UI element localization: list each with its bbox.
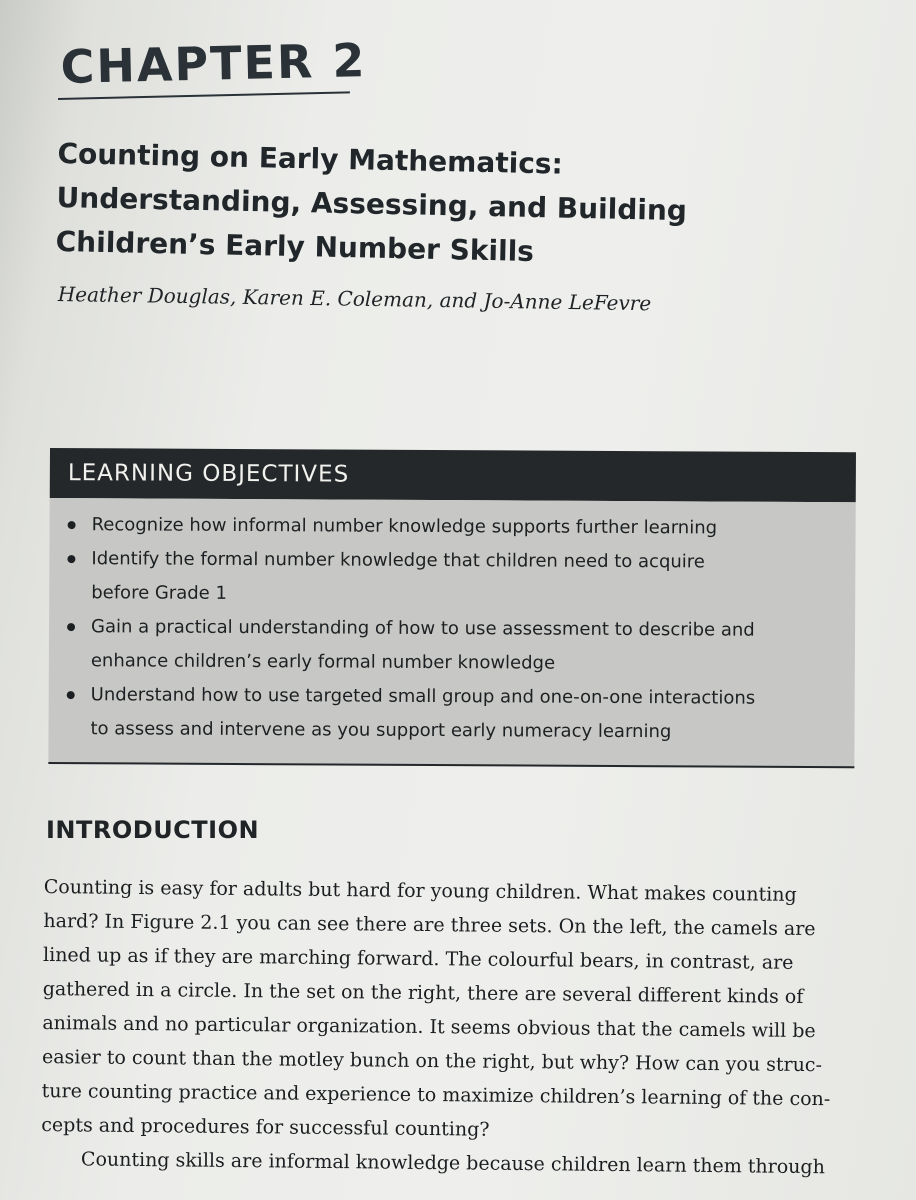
introduction-heading: INTRODUCTION: [46, 816, 260, 844]
bullet-icon: [67, 555, 75, 563]
objective-line: Identify the formal number knowledge that children need to acquire: [91, 548, 705, 573]
bullet-icon: [67, 623, 75, 631]
introduction-body: [41, 870, 874, 1185]
chapter-title-line: Understanding, Assessing, and Building: [56, 180, 688, 228]
paragraph-line: easier to count than the motley bunch on the right, but why? How can you struc-: [41, 1045, 823, 1077]
learning-objective-item: [66, 678, 834, 750]
chapter-authors: Heather Douglas, Karen E. Coleman, and Jo-Anne LeFevre: [57, 282, 652, 316]
chapter-title-line: Children’s Early Number Skills: [55, 224, 535, 268]
paragraph-line: ture counting practice and experience to maximize children’s learning of the con-: [41, 1079, 831, 1111]
paragraph-line: hard? In Figure 2.1 you can see there are three sets. On the left, the camels are: [43, 909, 816, 941]
chapter-title-line: Counting on Early Mathematics:: [57, 136, 564, 181]
paragraph-line: Counting is easy for adults but hard for young children. What makes counting: [43, 875, 797, 906]
objective-line: enhance children’s early formal number knowledge: [90, 650, 556, 674]
learning-objectives-box: [48, 448, 856, 764]
learning-objectives-list: [66, 508, 835, 750]
paragraph-line: cepts and procedures for successful counting?: [41, 1113, 490, 1141]
bullet-icon: [67, 691, 75, 699]
objective-line: to assess and intervene as you support early numeracy learning: [90, 718, 672, 743]
paragraph-line: animals and no particular organization. It seems obvious that the camels will be: [42, 1011, 816, 1043]
paragraph-line: Counting skills are informal knowledge because children learn them through: [80, 1148, 825, 1179]
objective-line: before Grade 1: [91, 582, 227, 604]
paragraph-line: gathered in a circle. In the set on the right, there are several different kinds of: [42, 977, 804, 1008]
learning-objectives-body: [48, 498, 855, 768]
bullet-icon: [68, 521, 76, 529]
paragraph-line: lined up as if they are marching forward. The colourful bears, in contrast, are: [42, 943, 794, 974]
learning-objectives-heading: LEARNING OBJECTIVES: [50, 448, 856, 502]
learning-objective-item: [67, 542, 835, 614]
objective-line: Gain a practical understanding of how to use assessment to describe and: [91, 616, 755, 641]
learning-objective-item: [67, 610, 835, 682]
chapter-number: CHAPTER 2: [60, 33, 367, 94]
learning-objective-item: [68, 508, 836, 546]
objective-line: Recognize how informal number knowledge supports further learning: [91, 514, 718, 539]
chapter-title: [55, 132, 818, 280]
objective-line: Understand how to use targeted small group and one-on-one interactions: [90, 684, 756, 709]
